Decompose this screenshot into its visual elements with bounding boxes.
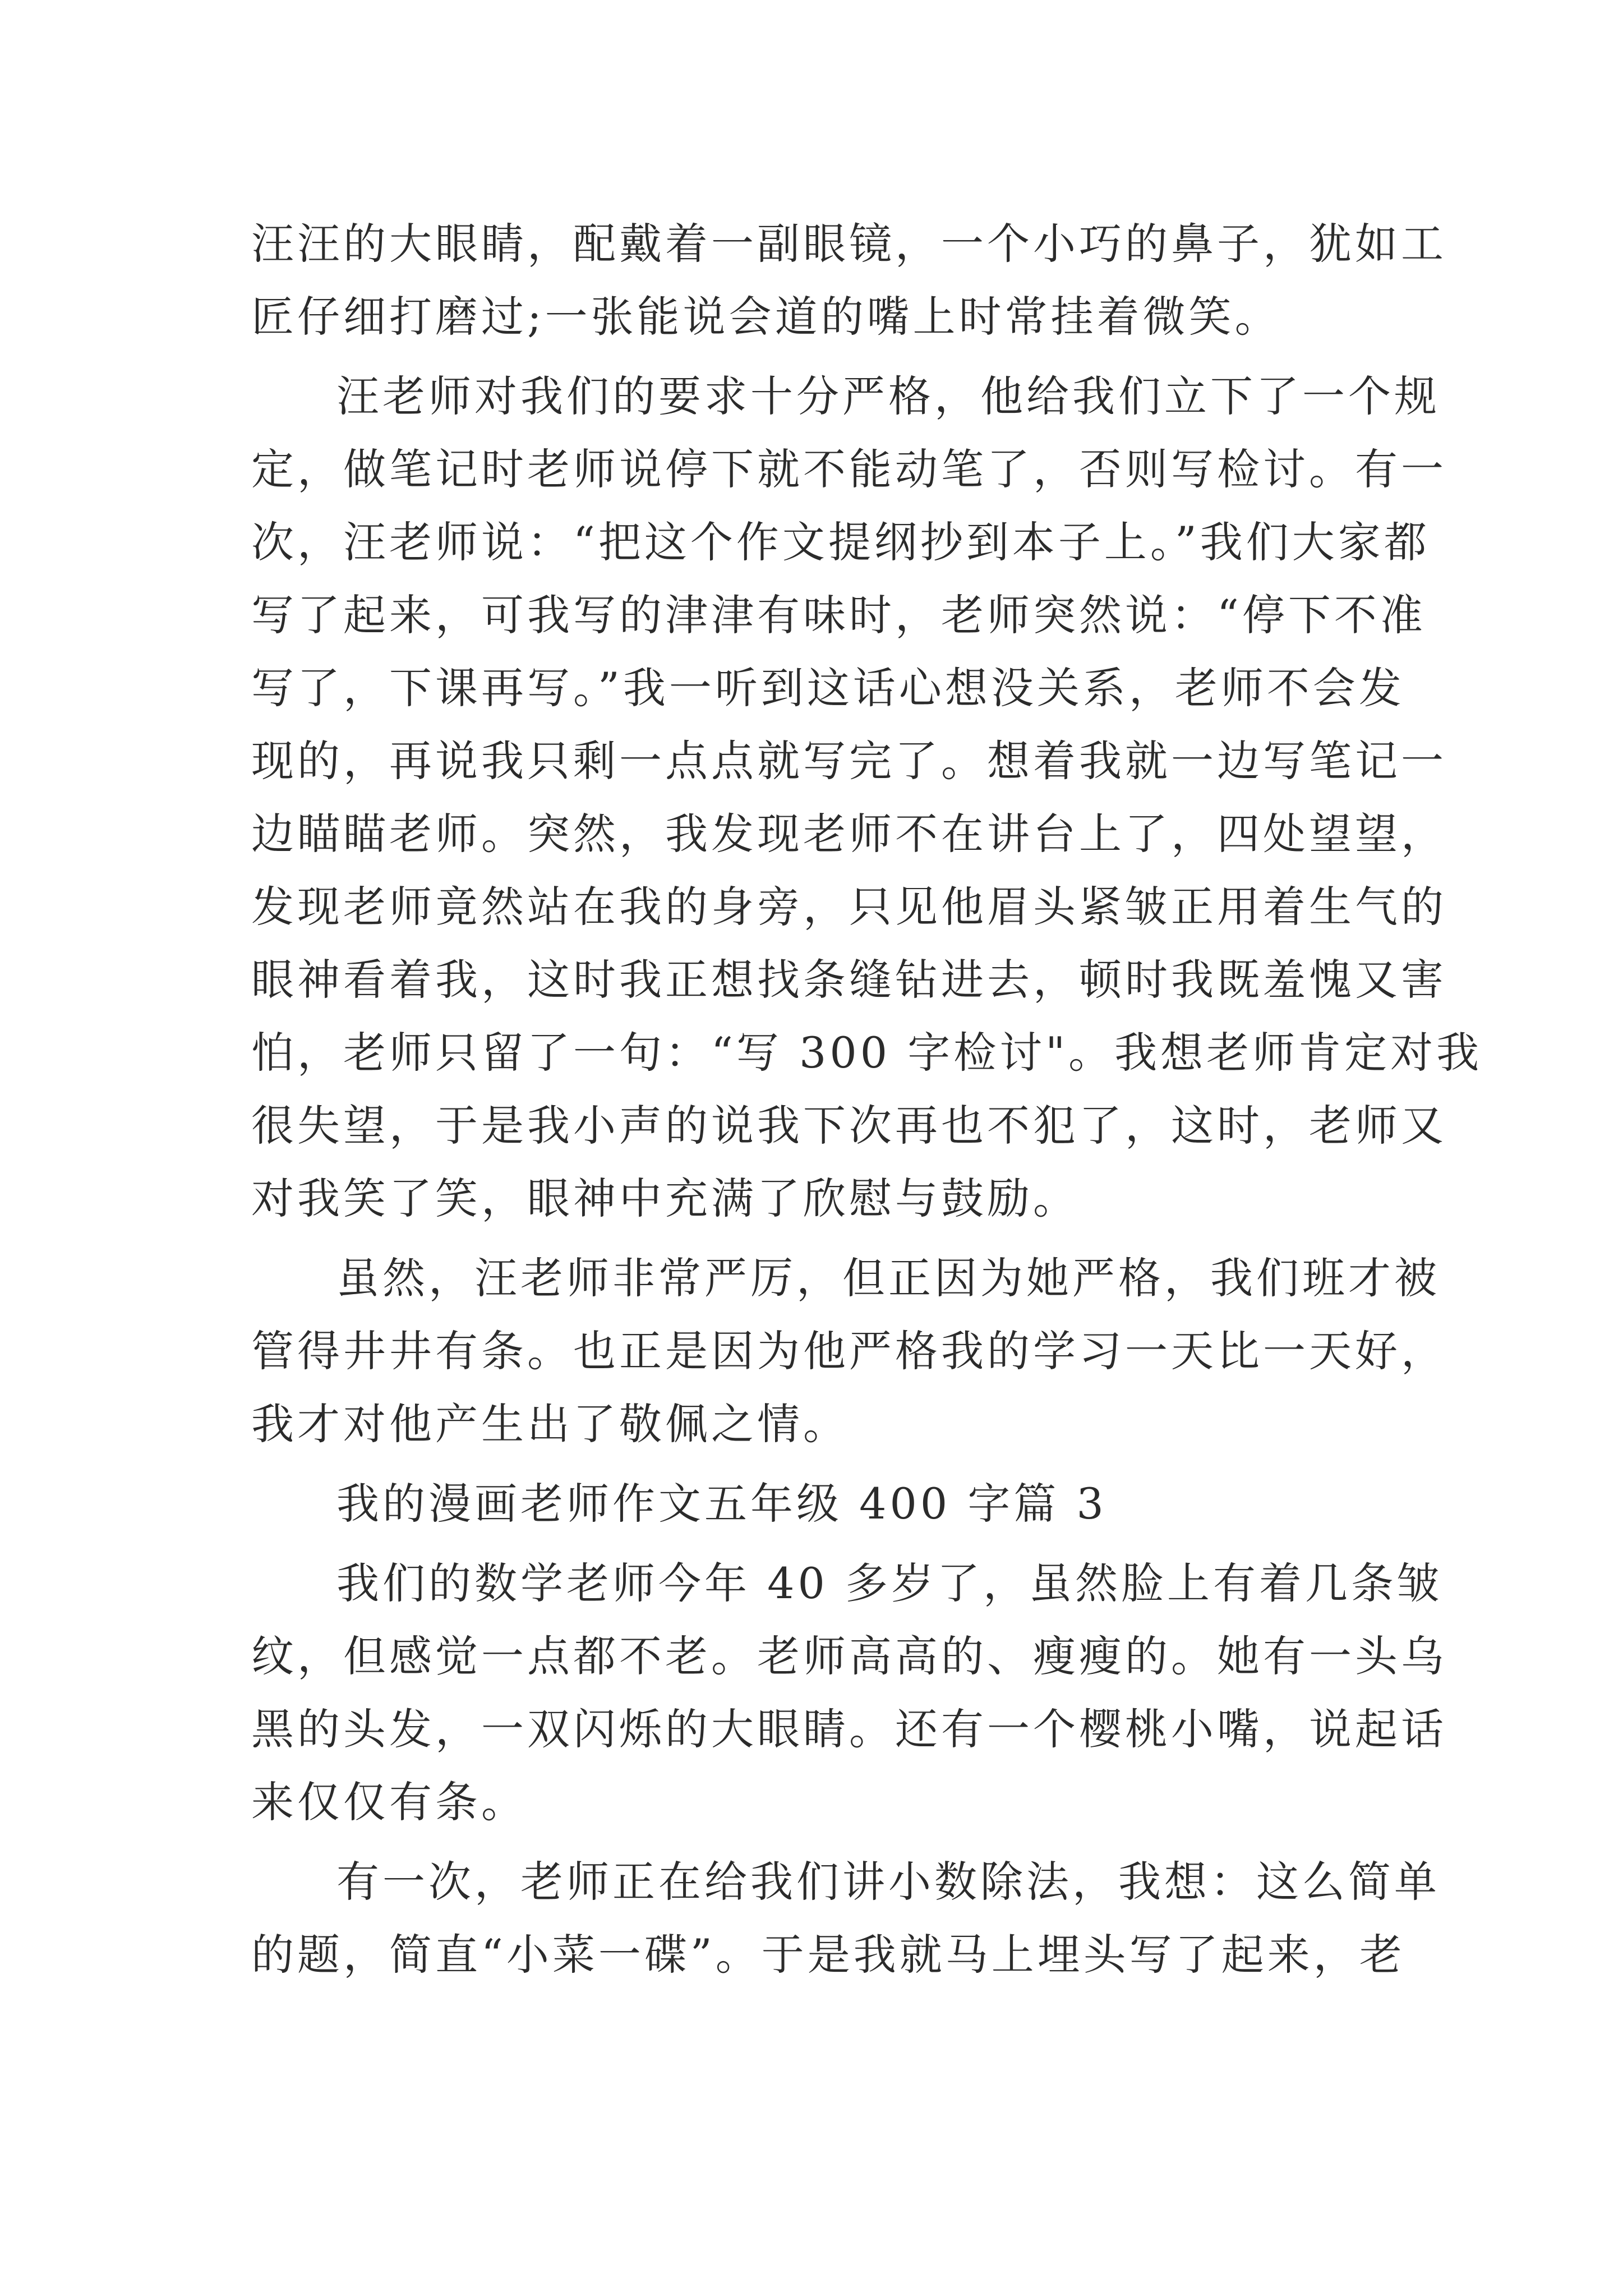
text-line: 写了，下课再写。”我一听到这话心想没关系，老师不会发	[251, 663, 1405, 713]
paragraph-spacer	[251, 353, 1395, 360]
text-line: 对我笑了笑，眼神中充满了欣慰与鼓励。	[251, 1174, 1079, 1223]
text-line: 次，汪老师说：“把这个作文提纲抄到本子上。”我们大家都	[251, 517, 1430, 567]
text-line: 很失望，于是我小声的说我下次再也不犯了，这时，老师又	[251, 1101, 1447, 1151]
text-line: 黑的头发，一双闪烁的大眼睛。还有一个樱桃小嘴，说起话	[251, 1704, 1447, 1754]
text-line: 汪老师对我们的要求十分严格，他给我们立下了一个规	[336, 371, 1440, 421]
paragraph	[251, 1467, 1395, 1540]
paragraph	[251, 208, 1447, 353]
text-line: 我的漫画老师作文五年级 400 字篇 3	[336, 1479, 1107, 1529]
paragraph	[251, 360, 1483, 1235]
text-line: 我们的数学老师今年 40 多岁了，虽然脸上有着几条皱	[336, 1558, 1444, 1608]
text-line: 有一次，老师正在给我们讲小数除法，我想：这么简单	[336, 1857, 1440, 1907]
text-line: 我才对他产生出了敬佩之情。	[251, 1399, 849, 1449]
text-line: 匠仔细打磨过;一张能说会道的嘴上时常挂着微笑。	[251, 292, 1281, 342]
paragraph	[251, 1547, 1447, 1839]
paragraph	[251, 1846, 1440, 1991]
text-line: 写了起来，可我写的津津有味时，老师突然说：“停下不准	[251, 590, 1426, 640]
document-body	[251, 208, 1483, 1991]
text-line: 眼神看着我，这时我正想找条缝钻进去，顿时我既羞愧又害	[251, 955, 1447, 1005]
text-line: 定，做笔记时老师说停下就不能动笔了，否则写检讨。有一	[251, 444, 1447, 494]
text-line: 汪汪的大眼睛，配戴着一副眼镜，一个小巧的鼻子，犹如工	[251, 219, 1447, 269]
paragraph-spacer	[251, 1235, 1395, 1242]
text-line: 现的，再说我只剩一点点就写完了。想着我就一边写笔记一	[251, 736, 1447, 786]
paragraph	[251, 1242, 1447, 1461]
paragraph-spacer	[251, 1540, 1395, 1547]
text-line: 虽然，汪老师非常严厉，但正因为她严格，我们班才被	[336, 1253, 1440, 1303]
text-line: 发现老师竟然站在我的身旁，只见他眉头紧皱正用着生气的	[251, 882, 1447, 932]
paragraph-spacer	[251, 1461, 1395, 1467]
text-line: 来仅仅有条。	[251, 1777, 527, 1827]
text-line: 怕，老师只留了一句：“写 300 字检讨"。我想老师肯定对我	[251, 1028, 1483, 1078]
text-line: 管得井井有条。也正是因为他严格我的学习一天比一天好，	[251, 1326, 1447, 1376]
text-line: 纹，但感觉一点都不老。老师高高的、瘦瘦的。她有一头乌	[251, 1631, 1447, 1681]
text-line: 的题，简直“小菜一碟”。于是我就马上埋头写了起来，老	[251, 1930, 1405, 1980]
paragraph-spacer	[251, 1839, 1395, 1846]
text-line: 边瞄瞄老师。突然，我发现老师不在讲台上了，四处望望，	[251, 809, 1447, 859]
